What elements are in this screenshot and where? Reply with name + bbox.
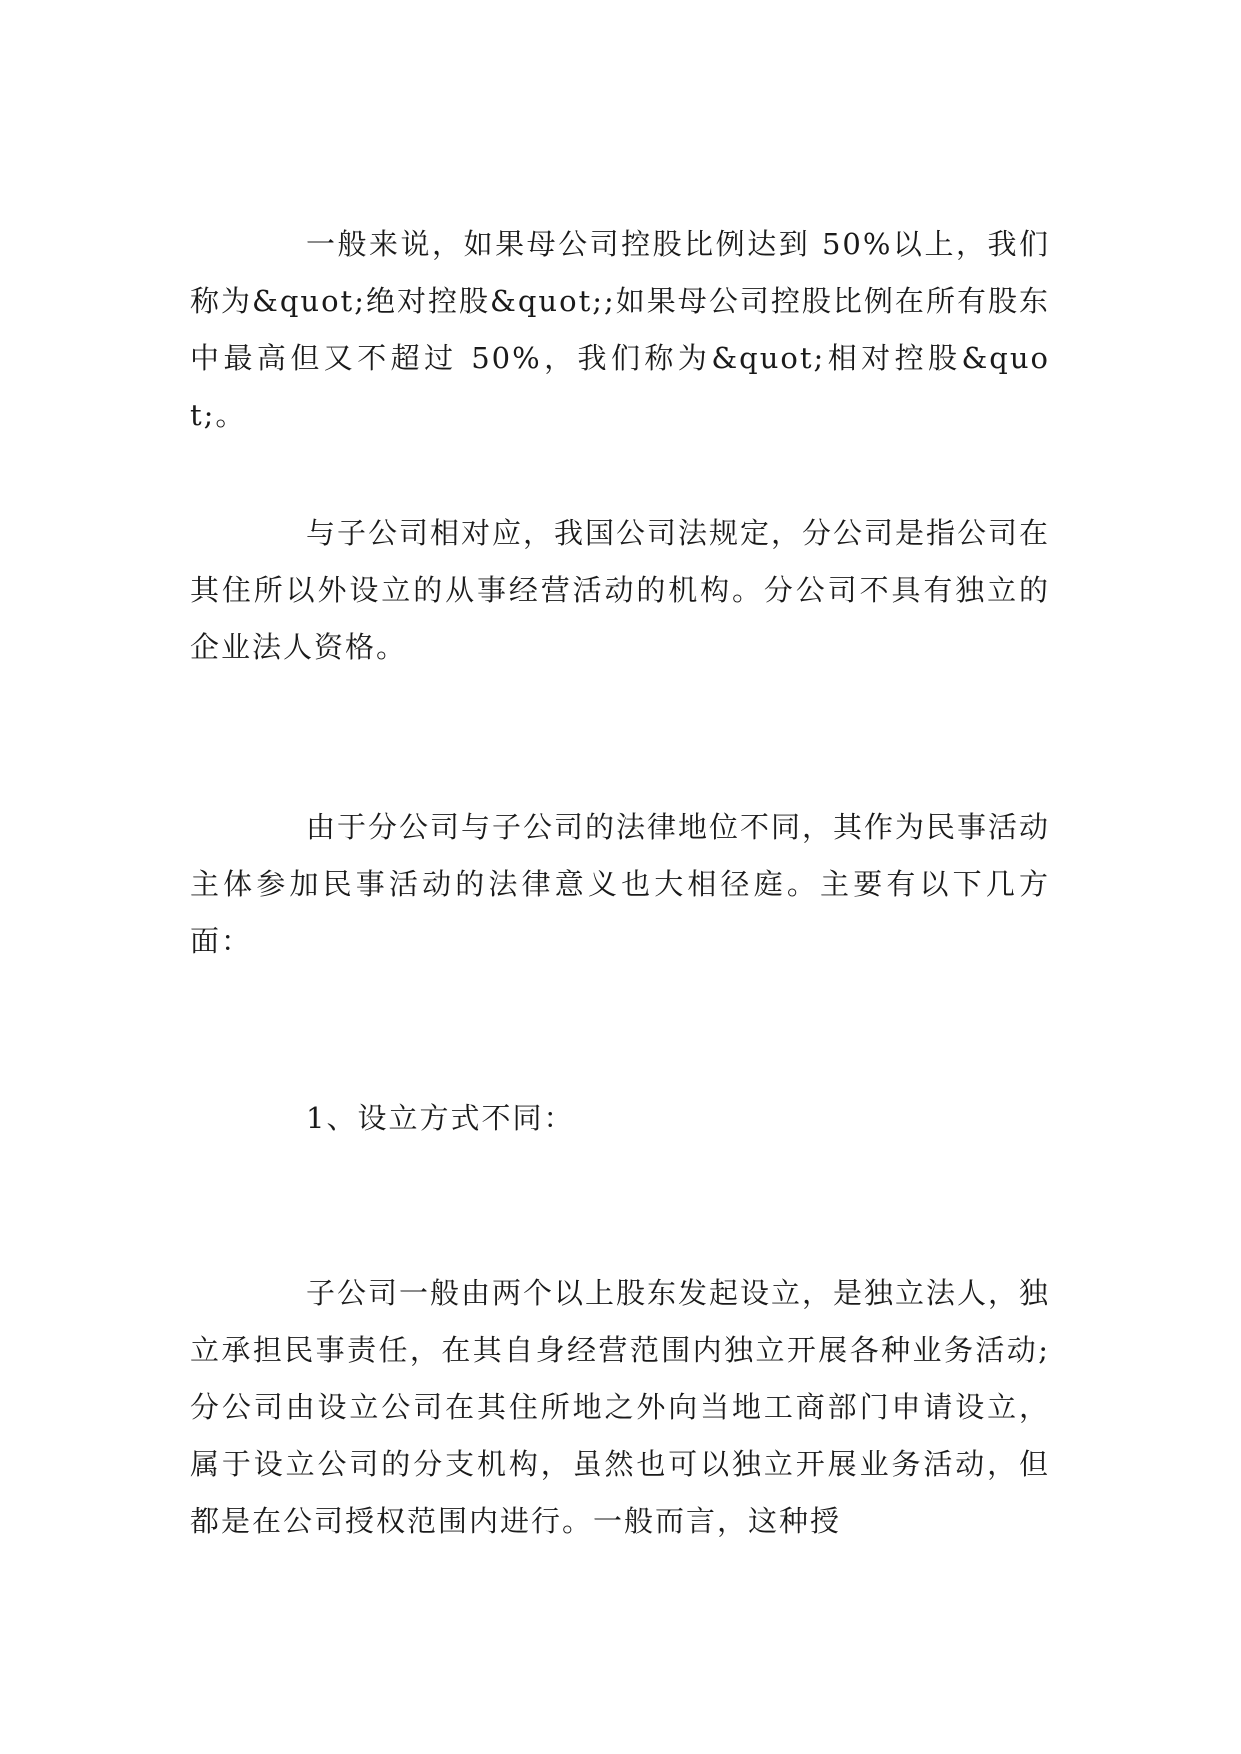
paragraph-heading-establishment: 1、设立方式不同： — [306, 1101, 575, 1135]
paragraph-branch-definition: 与子公司相对应，我国公司法规定，分公司是指公司在其住所以外设立的从事经营活动的机构。分公司不具有独立的企业法人资格。 — [190, 516, 1051, 664]
paragraph-legal-status-difference: 由于分公司与子公司的法律地位不同，其作为民事活动主体参加民事活动的法律意义也大相径庭。主要有以下几方面： — [190, 810, 1051, 958]
paragraph-establishment-detail: 子公司一般由两个以上股东发起设立，是独立法人，独立承担民事责任，在其自身经营范围内独立开展各种业务活动;分公司由设立公司在其住所地之外向当地工商部门申请设立，属于设立公司的分支机构，虽然也可以独立开展业务活动，但都是在公司授权范围内进行。一般而言，这种授 — [190, 1276, 1051, 1538]
paragraph-control-ratio: 一般来说，如果母公司控股比例达到 50%以上，我们称为&quot;绝对控股&quot;;如果母公司控股比例在所有股东中最高但又不超过 50%，我们称为&quot;相对控股&quot;。 — [190, 227, 1050, 432]
